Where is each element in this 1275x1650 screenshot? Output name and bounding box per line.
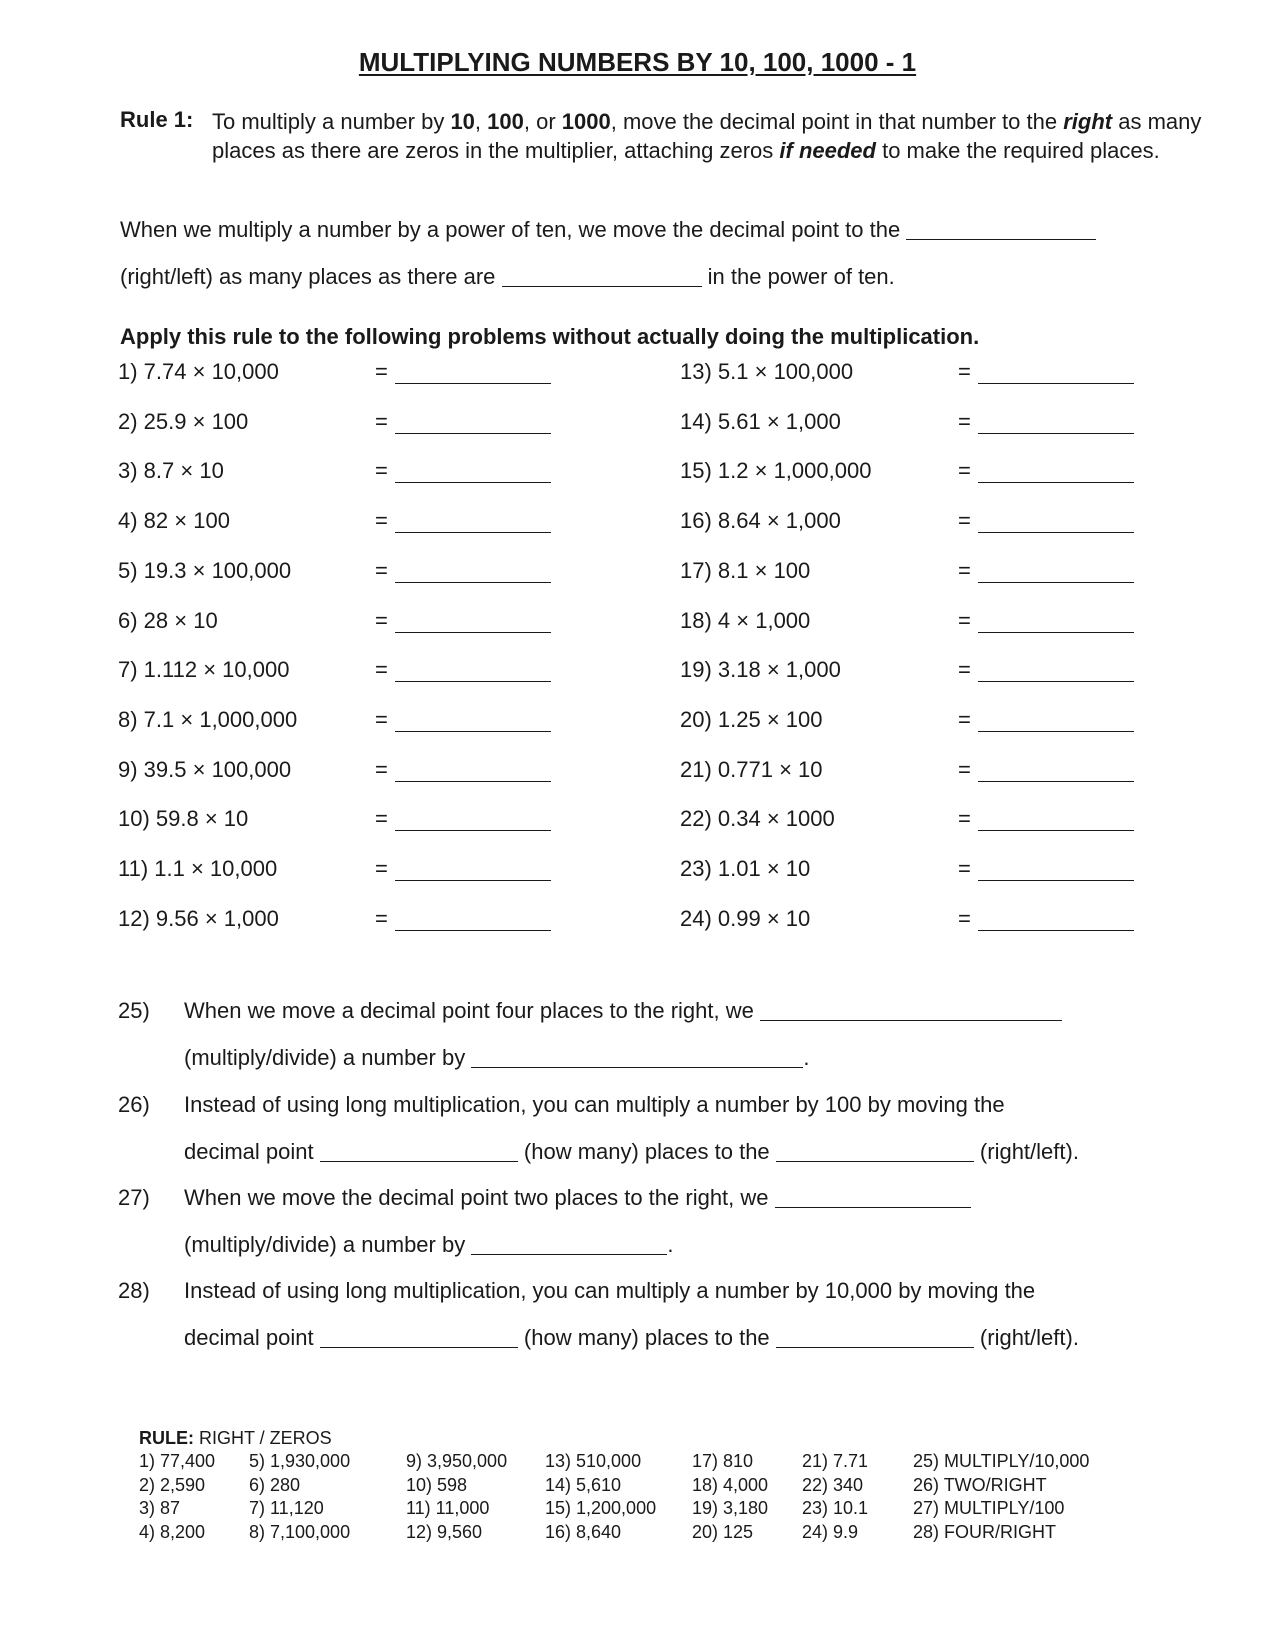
answer-key-item: 23) 10.1 [802, 1498, 869, 1518]
fill-in-text-1: When we multiply a number by a power of ten, we move the decimal point to the [120, 217, 901, 242]
q26-text-b: decimal point [184, 1139, 314, 1164]
q27-text-b: (multiply/divide) a number by [184, 1232, 466, 1257]
q28-line-b [184, 1325, 1079, 1351]
equals-sign: = [375, 757, 388, 782]
answer-key-rule-value: RIGHT / ZEROS [194, 1428, 332, 1448]
q25-text-b: (multiply/divide) a number by [184, 1045, 466, 1070]
answer-blank[interactable] [395, 482, 551, 483]
equals-sign: = [375, 657, 388, 682]
answer-key-item: 28) FOUR/RIGHT [913, 1521, 1057, 1542]
problem-right-3: 15) 1.2 × 1,000,000 [680, 458, 872, 483]
answer-key-item: 20) 125 [692, 1521, 754, 1542]
answer-blank[interactable] [395, 830, 551, 831]
answer-key-item: 22) 340 [802, 1474, 864, 1495]
answer-blank[interactable] [395, 433, 551, 434]
problem-right-11: 23) 1.01 × 10 [680, 856, 811, 881]
equals-sign: = [958, 856, 971, 881]
page-title: MULTIPLYING NUMBERS BY 10, 100, 1000 - 1 [358, 47, 917, 77]
answer-key-item: 1) 77,400 [139, 1451, 216, 1471]
q25-number: 25) [118, 998, 150, 1023]
equals-sign: = [958, 757, 971, 782]
answer-key-rule [139, 1427, 332, 1450]
problem-right-7: 19) 3.18 × 1,000 [680, 657, 841, 682]
problem-left-12: 12) 9.56 × 1,000 [118, 906, 279, 931]
q27-line-a [184, 1185, 971, 1211]
problem-left-2: 2) 25.9 × 100 [118, 409, 249, 434]
equals-sign: = [958, 558, 971, 583]
answer-blank[interactable] [395, 582, 551, 583]
answer-key-item: 14) 5,610 [545, 1474, 622, 1495]
answer-key-item: 15) 1,200,000 [545, 1498, 657, 1518]
answer-blank[interactable] [395, 930, 551, 931]
answer-key-rule-label: RULE: [139, 1428, 194, 1448]
q26-line-b [184, 1139, 1079, 1165]
problem-left-11: 11) 1.1 × 10,000 [118, 856, 278, 881]
answer-key-item: 19) 3,180 [692, 1498, 769, 1518]
answer-key-item: 3) 87 [139, 1498, 181, 1518]
answer-blank[interactable] [320, 1346, 518, 1348]
equals-sign: = [958, 806, 971, 831]
problem-right-4: 16) 8.64 × 1,000 [680, 508, 841, 533]
q27-number: 27) [118, 1185, 150, 1210]
problem-left-7: 7) 1.112 × 10,000 [118, 657, 290, 682]
equals-sign: = [958, 508, 971, 533]
answer-blank[interactable] [978, 930, 1134, 931]
instruction: Apply this rule to the following problems without actually doing the multiplication. [120, 324, 980, 349]
answer-key-item: 17) 810 [692, 1451, 754, 1471]
equals-sign: = [958, 707, 971, 732]
fill-in-text-2a: (right/left) as many places as there are [120, 264, 496, 289]
answer-key-item: 7) 11,120 [249, 1498, 324, 1518]
answer-blank[interactable] [978, 731, 1134, 732]
answer-key-item: 6) 280 [249, 1474, 301, 1495]
q26-end: (right/left). [979, 1139, 1079, 1164]
equals-sign: = [958, 359, 971, 384]
answer-blank[interactable] [395, 632, 551, 633]
problem-left-10: 10) 59.8 × 10 [118, 806, 249, 831]
equals-sign: = [375, 906, 388, 931]
q25-line-a [184, 998, 1062, 1024]
answer-key-item: 8) 7,100,000 [249, 1521, 351, 1542]
answer-key-item: 16) 8,640 [545, 1521, 622, 1542]
answer-key-item: 27) MULTIPLY/100 [913, 1498, 1065, 1518]
fill-in-line-2 [120, 264, 895, 290]
q26-text-mid: (how many) places to the [523, 1139, 770, 1164]
equals-sign: = [375, 856, 388, 881]
answer-blank[interactable] [320, 1160, 518, 1162]
fill-in-text-2b: in the power of ten. [707, 264, 895, 289]
answer-blank[interactable] [395, 681, 551, 682]
problem-right-6: 18) 4 × 1,000 [680, 608, 811, 633]
problem-left-3: 3) 8.7 × 10 [118, 458, 224, 483]
answer-blank[interactable] [502, 285, 702, 287]
answer-blank[interactable] [978, 383, 1134, 384]
answer-key-item: 11) 11,000 [406, 1498, 490, 1518]
q25-text-a: When we move a decimal point four places to the right, we [184, 998, 754, 1023]
answer-key-item: 10) 598 [406, 1474, 468, 1495]
answer-blank[interactable] [978, 830, 1134, 831]
problem-left-6: 6) 28 × 10 [118, 608, 218, 633]
answer-blank[interactable] [395, 532, 551, 533]
equals-sign: = [375, 558, 388, 583]
equals-sign: = [375, 806, 388, 831]
q27-line-b [184, 1232, 673, 1258]
problem-right-1: 13) 5.1 × 100,000 [680, 359, 854, 384]
answer-key-item: 9) 3,950,000 [406, 1451, 508, 1471]
answer-key-item: 25) MULTIPLY/10,000 [913, 1451, 1090, 1471]
problem-left-8: 8) 7.1 × 1,000,000 [118, 707, 298, 732]
q25-end: . [803, 1045, 810, 1070]
answer-key-item: 18) 4,000 [692, 1474, 769, 1495]
equals-sign: = [375, 409, 388, 434]
answer-key-item: 2) 2,590 [139, 1474, 206, 1495]
rule-text: To multiply a number by 10, 100, or 1000, move the decimal point in that number to the right as many places as there are zeros in the multiplier, attaching zeros if needed to make the required places. [212, 109, 1202, 163]
equals-sign: = [375, 359, 388, 384]
answer-blank[interactable] [471, 1253, 667, 1255]
q28-number: 28) [118, 1278, 150, 1303]
q28-text-mid: (how many) places to the [523, 1325, 770, 1350]
answer-blank[interactable] [978, 681, 1134, 682]
answer-blank[interactable] [395, 781, 551, 782]
q25-line-b [184, 1045, 809, 1071]
equals-sign: = [958, 458, 971, 483]
problem-right-5: 17) 8.1 × 100 [680, 558, 811, 583]
problem-left-1: 1) 7.74 × 10,000 [118, 359, 279, 384]
answer-key-item: 5) 1,930,000 [249, 1451, 351, 1471]
answer-key-item: 4) 8,200 [139, 1521, 206, 1542]
answer-blank[interactable] [395, 731, 551, 732]
equals-sign: = [958, 657, 971, 682]
equals-sign: = [958, 906, 971, 931]
problem-left-9: 9) 39.5 × 100,000 [118, 757, 292, 782]
answer-key-item: 21) 7.71 [802, 1451, 869, 1471]
answer-blank[interactable] [978, 582, 1134, 583]
answer-blank[interactable] [395, 383, 551, 384]
answer-blank[interactable] [978, 482, 1134, 483]
fill-in-line-1 [120, 217, 1096, 243]
answer-key-item: 12) 9,560 [406, 1521, 483, 1542]
q28-line-a: Instead of using long multiplication, you can multiply a number by 10,000 by moving the [184, 1278, 1036, 1303]
equals-sign: = [375, 608, 388, 633]
answer-blank[interactable] [776, 1346, 974, 1348]
answer-blank[interactable] [978, 781, 1134, 782]
equals-sign: = [375, 508, 388, 533]
problem-left-5: 5) 19.3 × 100,000 [118, 558, 292, 583]
answer-blank[interactable] [760, 1019, 1062, 1021]
answer-blank[interactable] [776, 1160, 974, 1162]
answer-blank[interactable] [978, 632, 1134, 633]
q27-text-a: When we move the decimal point two places to the right, we [184, 1185, 769, 1210]
equals-sign: = [375, 458, 388, 483]
answer-blank[interactable] [775, 1206, 971, 1208]
equals-sign: = [958, 409, 971, 434]
q28-text-b: decimal point [184, 1325, 314, 1350]
answer-key-item: 26) TWO/RIGHT [913, 1474, 1047, 1495]
answer-blank[interactable] [395, 880, 551, 881]
answer-blank[interactable] [471, 1066, 803, 1068]
q26-number: 26) [118, 1092, 150, 1117]
problem-right-8: 20) 1.25 × 100 [680, 707, 823, 732]
equals-sign: = [958, 608, 971, 633]
problem-right-9: 21) 0.771 × 10 [680, 757, 823, 782]
q27-end: . [667, 1232, 674, 1257]
problem-right-2: 14) 5.61 × 1,000 [680, 409, 841, 434]
q26-line-a: Instead of using long multiplication, you can multiply a number by 100 by moving the [184, 1092, 1005, 1117]
equals-sign: = [375, 707, 388, 732]
answer-blank[interactable] [978, 880, 1134, 881]
problem-left-4: 4) 82 × 100 [118, 508, 230, 533]
answer-blank[interactable] [906, 238, 1096, 240]
problem-right-10: 22) 0.34 × 1000 [680, 806, 835, 831]
answer-key-item: 24) 9.9 [802, 1521, 859, 1542]
answer-blank[interactable] [978, 433, 1134, 434]
problem-right-12: 24) 0.99 × 10 [680, 906, 811, 931]
q28-end: (right/left). [979, 1325, 1079, 1350]
rule-label: Rule 1: [120, 107, 194, 132]
answer-key-item: 13) 510,000 [545, 1451, 642, 1471]
answer-blank[interactable] [978, 532, 1134, 533]
